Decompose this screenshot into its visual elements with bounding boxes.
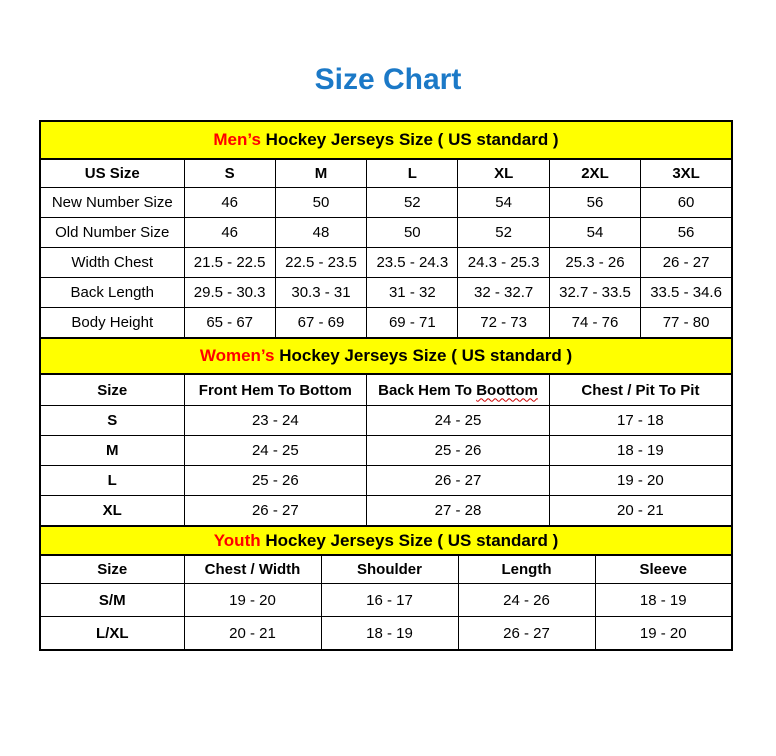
column-header: 3XL [641, 159, 732, 188]
size-value-cell: 77 - 80 [641, 308, 732, 339]
table-row [40, 617, 732, 651]
size-chart-block [39, 120, 733, 651]
size-value-cell: 20 - 21 [184, 617, 321, 651]
size-value-cell: 31 - 32 [367, 278, 458, 308]
size-value-cell: 56 [641, 218, 732, 248]
table-row [40, 218, 732, 248]
size-value-cell: 32.7 - 33.5 [549, 278, 640, 308]
column-header: Chest / Width [184, 555, 321, 584]
row-label: XL [40, 496, 184, 527]
row-label: Old Number Size [40, 218, 184, 248]
size-value-cell: 16 - 17 [321, 584, 458, 617]
row-label: New Number Size [40, 188, 184, 218]
table-row [40, 466, 732, 496]
column-header: Shoulder [321, 555, 458, 584]
womens-header-row [40, 374, 732, 406]
womens-band [40, 338, 732, 374]
column-header: Length [458, 555, 595, 584]
row-label: Back Length [40, 278, 184, 308]
youth-band-text: Hockey Jerseys Size ( US standard ) [265, 530, 559, 550]
size-value-cell: 69 - 71 [367, 308, 458, 339]
row-label: S [40, 406, 184, 436]
size-value-cell: 56 [549, 188, 640, 218]
size-value-cell: 74 - 76 [549, 308, 640, 339]
size-value-cell: 22.5 - 23.5 [275, 248, 366, 278]
mens-band [40, 121, 732, 159]
size-value-cell: 25 - 26 [367, 436, 550, 466]
size-value-cell: 24 - 25 [367, 406, 550, 436]
size-value-cell: 52 [367, 188, 458, 218]
youth-band-title [40, 526, 732, 555]
table-row [40, 436, 732, 466]
womens-band-title [40, 338, 732, 374]
column-header: S [184, 159, 275, 188]
size-value-cell: 26 - 27 [184, 496, 367, 527]
size-value-cell: 26 - 27 [367, 466, 550, 496]
misspelled-word: Boottom [476, 381, 538, 399]
youth-size-table [39, 525, 733, 651]
womens-band-text: Hockey Jerseys Size ( US standard ) [279, 346, 573, 365]
youth-header-row [40, 555, 732, 584]
size-value-cell: 24.3 - 25.3 [458, 248, 549, 278]
size-value-cell: 65 - 67 [184, 308, 275, 339]
row-label: Body Height [40, 308, 184, 339]
table-row [40, 188, 732, 218]
mens-band-text: Hockey Jerseys Size ( US standard ) [265, 130, 559, 149]
table-row [40, 406, 732, 436]
size-value-cell: 54 [458, 188, 549, 218]
size-value-cell: 18 - 19 [595, 584, 732, 617]
table-row [40, 278, 732, 308]
row-label: Width Chest [40, 248, 184, 278]
size-value-cell: 67 - 69 [275, 308, 366, 339]
size-value-cell: 25 - 26 [184, 466, 367, 496]
size-value-cell: 19 - 20 [184, 584, 321, 617]
column-header: 2XL [549, 159, 640, 188]
column-header [367, 374, 550, 406]
size-value-cell: 18 - 19 [321, 617, 458, 651]
mens-size-table [39, 120, 733, 339]
size-value-cell: 19 - 20 [549, 466, 732, 496]
youth-band [40, 526, 732, 555]
page-title: Size Chart [314, 63, 462, 96]
size-value-cell: 52 [458, 218, 549, 248]
womens-band-highlight: Women’s [199, 346, 275, 365]
column-header: Size [40, 555, 184, 584]
table-row [40, 496, 732, 527]
table-row [40, 308, 732, 339]
size-value-cell: 54 [549, 218, 640, 248]
size-value-cell: 24 - 25 [184, 436, 367, 466]
table-row [40, 584, 732, 617]
table-row [40, 248, 732, 278]
size-value-cell: 26 - 27 [641, 248, 732, 278]
mens-header-row [40, 159, 732, 188]
size-value-cell: 50 [367, 218, 458, 248]
size-value-cell: 21.5 - 22.5 [184, 248, 275, 278]
size-value-cell: 60 [641, 188, 732, 218]
row-label: S/M [40, 584, 184, 617]
size-value-cell: 33.5 - 34.6 [641, 278, 732, 308]
size-value-cell: 72 - 73 [458, 308, 549, 339]
column-header: Chest / Pit To Pit [549, 374, 732, 406]
size-value-cell: 25.3 - 26 [549, 248, 640, 278]
size-value-cell: 23.5 - 24.3 [367, 248, 458, 278]
womens-size-table [39, 337, 733, 527]
size-value-cell: 29.5 - 30.3 [184, 278, 275, 308]
size-value-cell: 27 - 28 [367, 496, 550, 527]
size-value-cell: 26 - 27 [458, 617, 595, 651]
size-value-cell: 30.3 - 31 [275, 278, 366, 308]
column-header: Front Hem To Bottom [184, 374, 367, 406]
mens-band-title [40, 121, 732, 159]
column-header: Sleeve [595, 555, 732, 584]
column-header: US Size [40, 159, 184, 188]
row-label: M [40, 436, 184, 466]
column-header: XL [458, 159, 549, 188]
size-value-cell: 32 - 32.7 [458, 278, 549, 308]
size-value-cell: 46 [184, 218, 275, 248]
size-value-cell: 23 - 24 [184, 406, 367, 436]
column-header: L [367, 159, 458, 188]
row-label: L [40, 466, 184, 496]
size-value-cell: 18 - 19 [549, 436, 732, 466]
column-header: M [275, 159, 366, 188]
row-label: L/XL [40, 617, 184, 651]
size-value-cell: 50 [275, 188, 366, 218]
size-value-cell: 19 - 20 [595, 617, 732, 651]
column-header: Size [40, 374, 184, 406]
size-value-cell: 48 [275, 218, 366, 248]
column-header-text: Back Hem To [378, 381, 473, 399]
size-value-cell: 24 - 26 [458, 584, 595, 617]
mens-band-highlight: Men’s [213, 130, 261, 149]
size-value-cell: 46 [184, 188, 275, 218]
youth-band-highlight: Youth [213, 530, 261, 550]
size-value-cell: 20 - 21 [549, 496, 732, 527]
size-value-cell: 17 - 18 [549, 406, 732, 436]
